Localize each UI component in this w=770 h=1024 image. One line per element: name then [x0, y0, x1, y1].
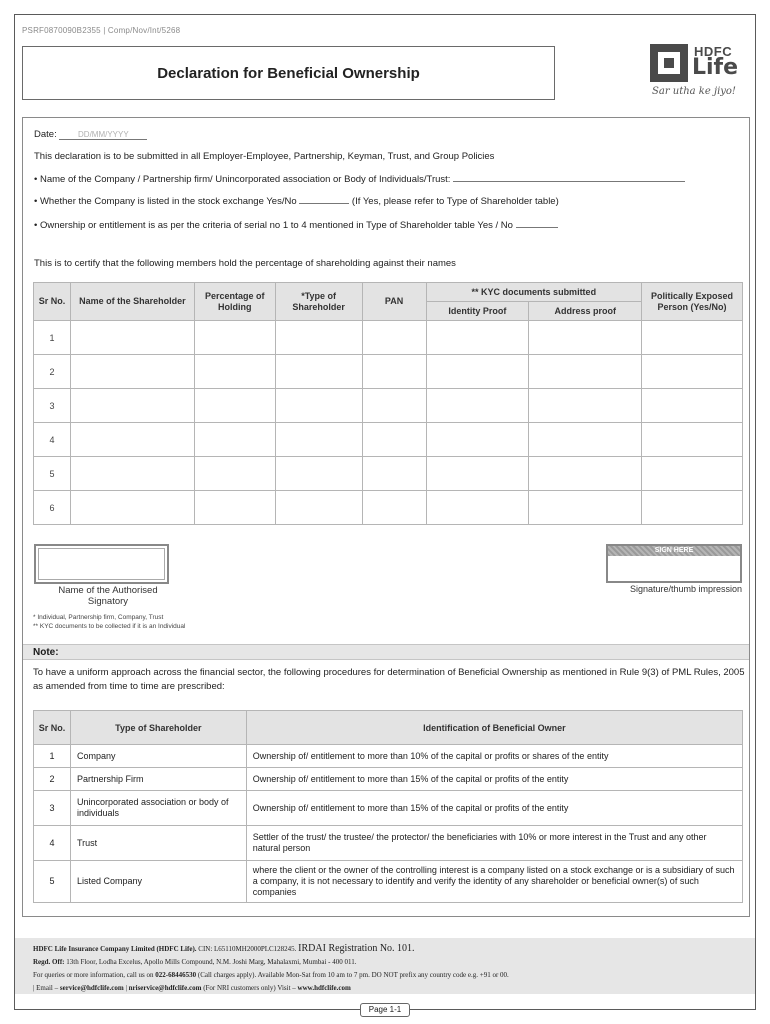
footer-visit-prefix: Visit –: [277, 984, 296, 992]
sr-cell: 3: [34, 791, 71, 826]
pan-cell[interactable]: [362, 457, 426, 491]
footer-separator: |: [125, 984, 127, 992]
page-title: Declaration for Beneficial Ownership: [157, 64, 420, 82]
type-cell: Unincorporated association or body of individuals: [70, 791, 246, 826]
rule-cell: Ownership of/ entitlement to more than 15% of the capital or profits of the entity: [246, 768, 742, 791]
type-cell[interactable]: [275, 423, 362, 457]
type-cell: Trust: [70, 826, 246, 861]
footer-queries-prefix: For queries or more information, call us on: [33, 971, 154, 979]
name-cell[interactable]: [70, 321, 194, 355]
table-row: [34, 826, 743, 861]
col-sr-no: Sr No.: [34, 283, 71, 321]
percentage-cell[interactable]: [194, 389, 275, 423]
table-row: [34, 791, 743, 826]
hdfc-life-logo: [648, 42, 748, 102]
beneficial-owner-table: [33, 710, 743, 903]
logo-product: Life: [692, 55, 739, 80]
pan-cell[interactable]: [362, 355, 426, 389]
kyc-footnote: ** KYC documents to be collected if it is an Individual: [33, 623, 186, 630]
authorised-signatory-box[interactable]: [34, 544, 169, 584]
percentage-cell[interactable]: [194, 355, 275, 389]
pep-cell[interactable]: [642, 355, 743, 389]
authorised-signatory-label: Name of the Authorised Signatory: [58, 585, 158, 607]
footer-email-service-link[interactable]: service@hdfclife.com: [59, 984, 124, 992]
table-row: [34, 745, 743, 768]
listed-suffix: (If Yes, please refer to Type of Shareholder table): [351, 196, 559, 207]
identity-proof-cell[interactable]: [426, 457, 529, 491]
footer-email-prefix: | Email –: [33, 984, 59, 992]
footer-phone: 022-68446530: [155, 971, 197, 979]
footer: [15, 938, 755, 994]
identity-proof-cell[interactable]: [426, 355, 529, 389]
col-identity-proof: Identity Proof: [426, 302, 529, 321]
row-sr-number: 3: [34, 389, 71, 423]
listed-field[interactable]: [299, 195, 349, 204]
sign-here-banner: SIGN HERE: [608, 546, 740, 556]
row-sr-number: 2: [34, 355, 71, 389]
identity-proof-cell[interactable]: [426, 423, 529, 457]
address-proof-cell[interactable]: [529, 389, 642, 423]
company-name-label: Name of the Company / Partnership firm/ Unincorporated association or Body of Individuals/Trust:: [39, 174, 451, 185]
date-field[interactable]: DD/MM/YYYY: [59, 130, 147, 140]
listed-label: Whether the Company is listed in the stock exchange Yes/No: [39, 196, 297, 207]
table-row: [34, 861, 743, 903]
ownership-field[interactable]: [516, 219, 558, 228]
address-proof-cell[interactable]: [529, 355, 642, 389]
pep-cell[interactable]: [642, 491, 743, 525]
address-proof-cell[interactable]: [529, 321, 642, 355]
col-type-of-shareholder: Type of Shareholder: [70, 711, 246, 745]
sr-cell: 2: [34, 768, 71, 791]
footer-regd-label: Regd. Off:: [33, 958, 65, 966]
name-cell[interactable]: [70, 457, 194, 491]
type-cell[interactable]: [275, 389, 362, 423]
sr-cell: 1: [34, 745, 71, 768]
rule-cell: Ownership of/ entitlement to more than 15% of the capital or profits of the entity: [246, 791, 742, 826]
col-percentage: Percentage of Holding: [194, 283, 275, 321]
type-cell[interactable]: [275, 321, 362, 355]
sr-cell: 5: [34, 861, 71, 903]
bullet-icon: •: [34, 220, 40, 231]
name-cell[interactable]: [70, 355, 194, 389]
percentage-cell[interactable]: [194, 491, 275, 525]
logo-tagline: Sar utha ke jiyo!: [652, 86, 736, 97]
footer-line-1: [33, 942, 737, 956]
footer-website-link[interactable]: www.hdfclife.com: [297, 984, 351, 992]
logo-mark-icon: [650, 44, 688, 82]
identity-proof-cell[interactable]: [426, 321, 529, 355]
date-line: [34, 129, 147, 140]
type-cell[interactable]: [275, 491, 362, 525]
listed-line: [34, 195, 559, 207]
sr-cell: 4: [34, 826, 71, 861]
pan-cell[interactable]: [362, 423, 426, 457]
reference-code: PSRF0870090B2355 | Comp/Nov/Int/5268: [22, 26, 181, 35]
row-sr-number: 6: [34, 491, 71, 525]
type-cell: Company: [70, 745, 246, 768]
footer-line-2: [33, 956, 737, 969]
table-row: [34, 457, 743, 491]
table-row: [34, 491, 743, 525]
table-row: [34, 355, 743, 389]
page-number: Page 1-1: [360, 1003, 410, 1017]
col-pan: PAN: [362, 283, 426, 321]
type-footnote: * Individual, Partnership firm, Company, Trust: [33, 614, 164, 621]
footer-cin: CIN: L65110MH2000PLC128245.: [198, 945, 297, 953]
row-sr-number: 1: [34, 321, 71, 355]
table-row: [34, 389, 743, 423]
bullet-icon: •: [34, 196, 40, 207]
col-kyc-group: ** KYC documents submitted: [426, 283, 642, 302]
percentage-cell[interactable]: [194, 321, 275, 355]
ownership-label: Ownership or entitlement is as per the criteria of serial no 1 to 4 mentioned in Type of Shareholder table Yes / No: [39, 220, 513, 231]
col-shareholder-type: *Type of Shareholder: [275, 283, 362, 321]
bullet-icon: •: [34, 174, 40, 185]
title-box: [22, 46, 555, 100]
address-proof-cell[interactable]: [529, 491, 642, 525]
pep-cell[interactable]: [642, 457, 743, 491]
name-cell[interactable]: [70, 389, 194, 423]
pep-cell[interactable]: [642, 389, 743, 423]
name-cell[interactable]: [70, 491, 194, 525]
type-cell[interactable]: [275, 355, 362, 389]
col-identification: Identification of Beneficial Owner: [246, 711, 742, 745]
table-row: [34, 423, 743, 457]
rule-cell: Ownership of/ entitlement to more than 10% of the capital or profits or shares of the entity: [246, 745, 742, 768]
footer-email-nri-link[interactable]: nriservice@hdfclife.com: [128, 984, 202, 992]
authorised-signatory-inner: [38, 548, 165, 580]
address-proof-cell[interactable]: [529, 457, 642, 491]
ownership-line: [34, 219, 558, 231]
pan-cell[interactable]: [362, 389, 426, 423]
footer-nri-note: (For NRI customers only): [203, 984, 276, 992]
rule-cell: Settler of the trust/ the trustee/ the protector/ the beneficiaries with 10% or more interest in the Trust and any other natural person: [246, 826, 742, 861]
type-cell: Listed Company: [70, 861, 246, 903]
rule-cell: where the client or the owner of the controlling interest is a company listed on a stock exchange or is a subsidiary of such a company, it is not necessary to identify and verify the identity of any shareholder or beneficial owner(s) of such companies: [246, 861, 742, 903]
footer-queries-suffix: (Call charges apply). Available Mon-Sat from 10 am to 7 pm. DO NOT prefix any country code e.g. +91 or 00.: [197, 971, 509, 979]
note-heading: Note:: [23, 644, 749, 660]
identity-proof-cell[interactable]: [426, 491, 529, 525]
footer-regd-address: 13th Floor, Lodha Excelus, Apollo Mills Compound, N.M. Joshi Marg, Mahalaxmi, Mumbai - 400 011.: [66, 958, 357, 966]
date-label: Date:: [34, 129, 57, 140]
table-row: [34, 321, 743, 355]
certify-text: This is to certify that the following members hold the percentage of shareholding against their names: [34, 258, 456, 269]
company-name-line: [34, 173, 685, 185]
col-sr-no: Sr No.: [34, 711, 71, 745]
row-sr-number: 4: [34, 423, 71, 457]
footer-line-4: [33, 982, 737, 995]
pan-cell[interactable]: [362, 321, 426, 355]
col-pep: Politically Exposed Person (Yes/No): [642, 283, 743, 321]
intro-text: This declaration is to be submitted in all Employer-Employee, Partnership, Keyman, Trust, and Group Policies: [34, 151, 495, 162]
address-proof-cell[interactable]: [529, 423, 642, 457]
footer-line-3: [33, 969, 737, 982]
signature-box[interactable]: [606, 544, 742, 583]
col-shareholder-name: Name of the Shareholder: [70, 283, 194, 321]
type-cell[interactable]: [275, 457, 362, 491]
row-sr-number: 5: [34, 457, 71, 491]
logo-brand: HDFC: [694, 44, 733, 59]
note-text: To have a uniform approach across the financial sector, the following procedures for determination of Beneficial Ownership as mentioned in Rule 9(3) of PML Rules, 2005 as amended from time to time are prescribed:: [33, 667, 745, 692]
col-address-proof: Address proof: [529, 302, 642, 321]
type-cell: Partnership Firm: [70, 768, 246, 791]
pan-cell[interactable]: [362, 491, 426, 525]
percentage-cell[interactable]: [194, 423, 275, 457]
signature-label: Signature/thumb impression: [629, 584, 742, 594]
footer-company: HDFC Life Insurance Company Limited (HDFC Life).: [33, 945, 197, 953]
pep-cell[interactable]: [642, 423, 743, 457]
pep-cell[interactable]: [642, 321, 743, 355]
shareholder-table: [33, 282, 743, 525]
name-cell[interactable]: [70, 423, 194, 457]
footer-irdai: IRDAI Registration No. 101.: [298, 943, 415, 954]
identity-proof-cell[interactable]: [426, 389, 529, 423]
table-row: [34, 768, 743, 791]
percentage-cell[interactable]: [194, 457, 275, 491]
company-name-field[interactable]: [453, 173, 685, 182]
